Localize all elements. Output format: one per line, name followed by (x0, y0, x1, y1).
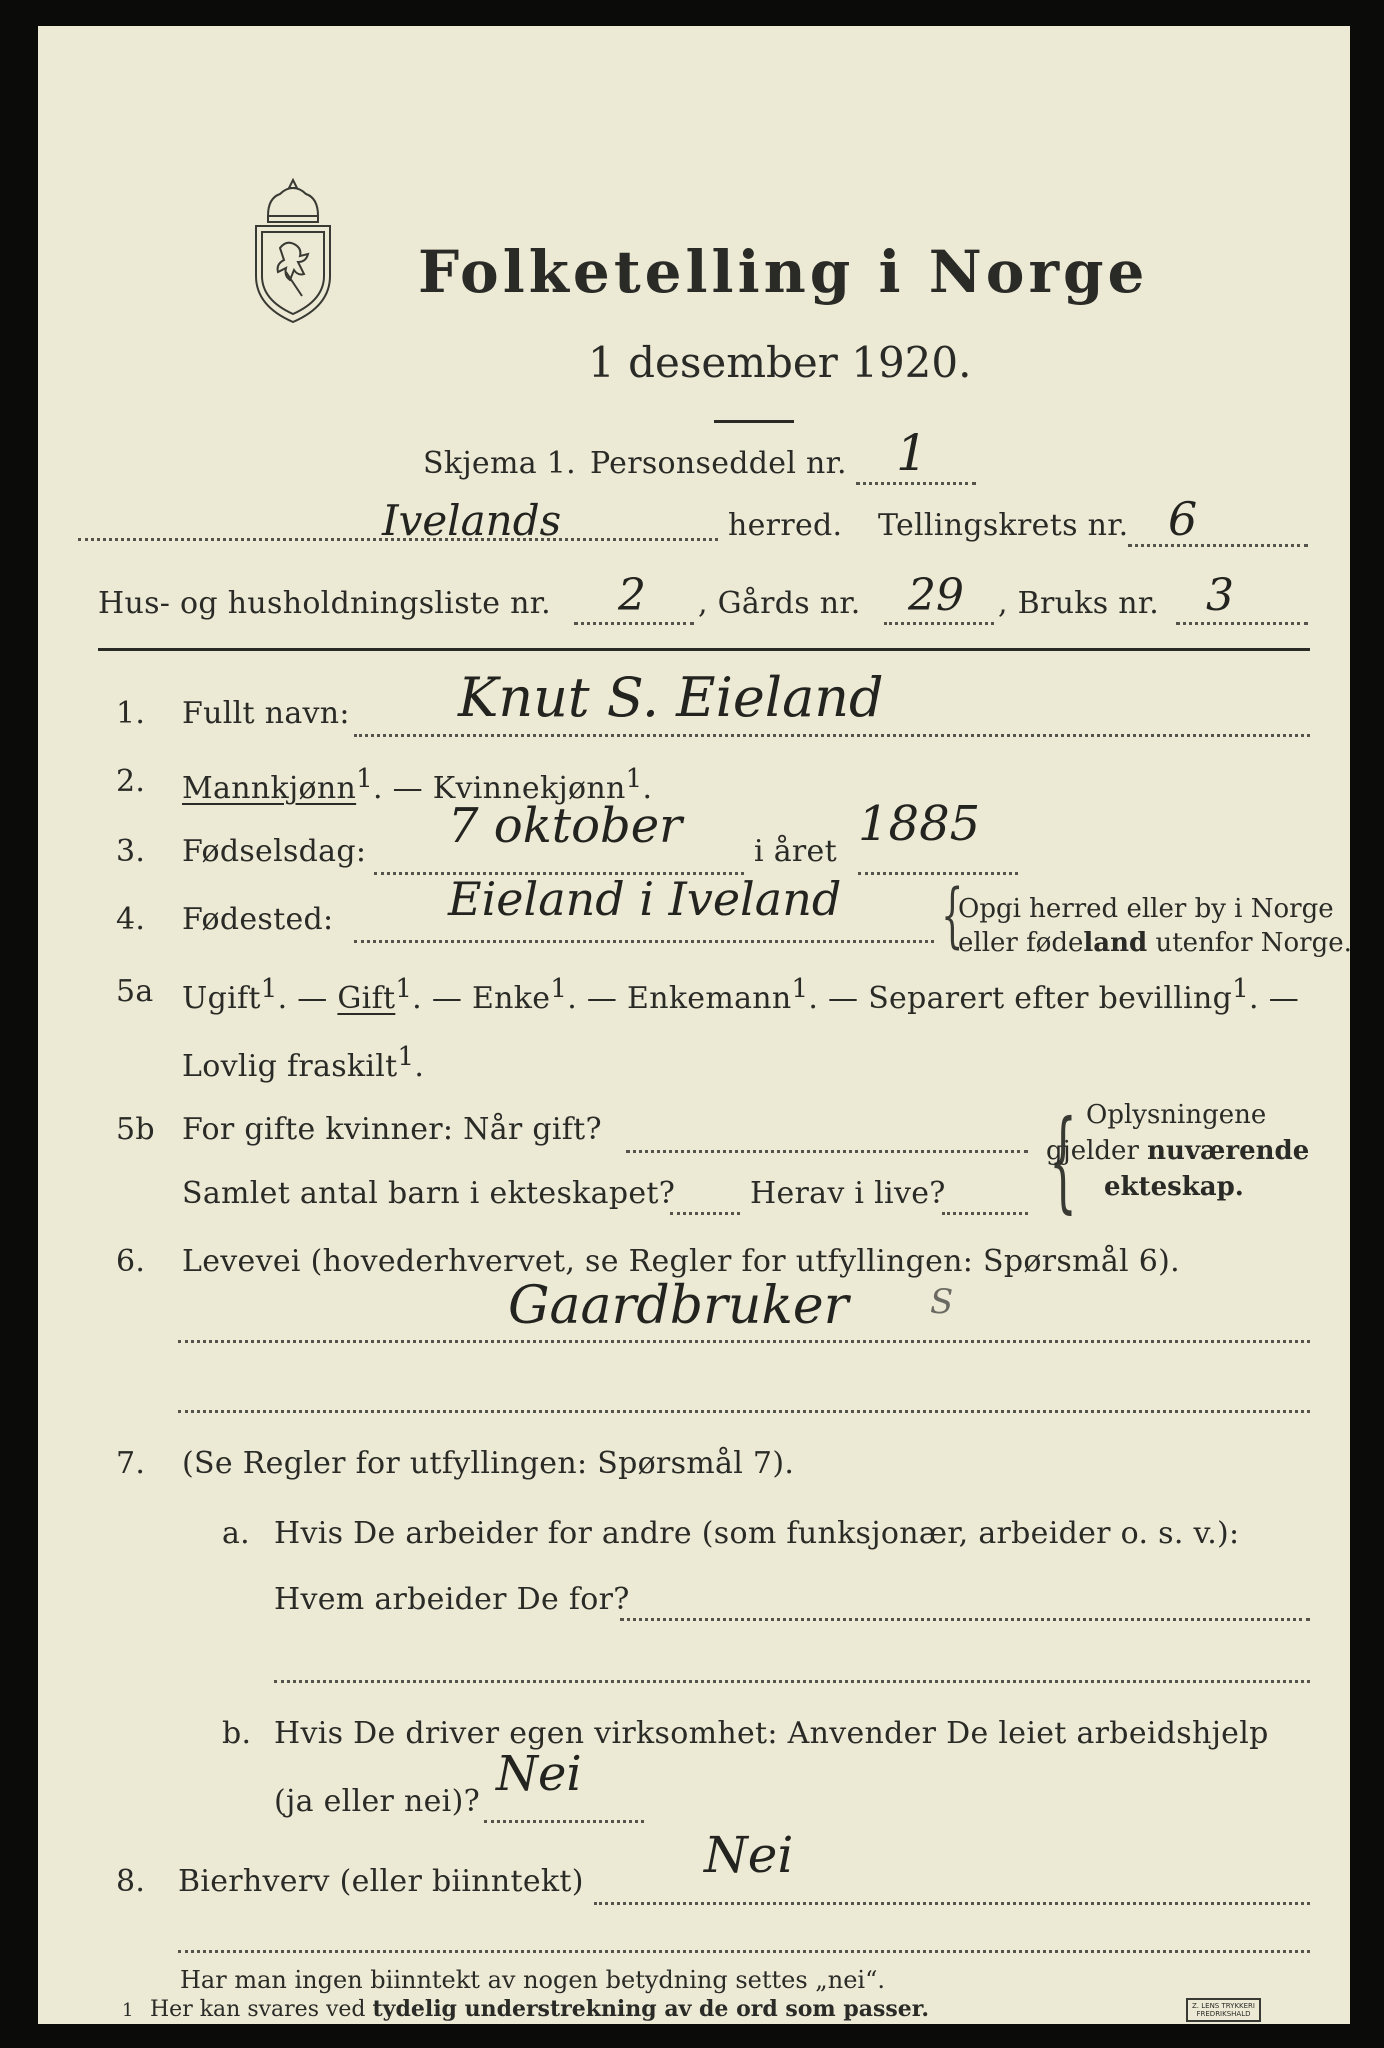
q7-label: (Se Regler for utfyllingen: Spørsmål 7). (182, 1446, 795, 1481)
q1-number: 1. (116, 696, 146, 731)
q7b-label: Hvis De driver egen virksomhet: Anvender De leiet arbeidshjelp (274, 1716, 1269, 1751)
q7a-sub-label: Hvem arbeider De for? (274, 1582, 630, 1617)
q6-line-1 (178, 1340, 1310, 1343)
q5a-enkemann: Enkemann (627, 981, 792, 1016)
q5b-number: 5b (116, 1112, 155, 1147)
q2-options: Mannkjønn$^1$. — Kvinnekjønn$^1$. (182, 764, 653, 806)
footer-note: Har man ingen biinntekt av nogen betydning settes „nei“. (180, 1966, 885, 1994)
q5b-note-3: ekteskap. (1104, 1172, 1244, 1202)
census-form (38, 26, 1350, 2024)
q3-year-value: 1885 (858, 796, 981, 852)
bruks-line (1176, 622, 1308, 625)
form-title: Folketelling i Norge (418, 238, 1149, 306)
q2-female: Kvinnekjønn (432, 771, 626, 806)
q6-mark: S (930, 1282, 954, 1322)
gards-label: , Gårds nr. (698, 586, 861, 621)
bruks-value: 3 (1206, 570, 1234, 621)
husliste-line (574, 622, 694, 625)
herred-label: herred. (728, 508, 843, 543)
q7b-sub-label: (ja eller nei)? (274, 1784, 480, 1819)
q1-label: Fullt navn: (182, 696, 350, 731)
q5b-label-3: Herav i live? (750, 1176, 946, 1211)
footnote-text: Her kan svares ved tydelig understrekning av de ord som passer. (150, 1996, 930, 2022)
q6-value: Gaardbruker (508, 1276, 849, 1336)
personseddel-line (856, 482, 976, 485)
q4-value: Eieland i Iveland (448, 872, 842, 926)
q5b-note-1: Oplysningene (1086, 1100, 1267, 1130)
q6-label: Levevei (hovederhvervet, se Regler for utfyllingen: Spørsmål 6). (182, 1244, 1180, 1279)
q5b-note-2: gjelder nuværende (1046, 1136, 1310, 1166)
husliste-value: 2 (618, 570, 646, 621)
title-divider (714, 420, 794, 423)
q5a-enke: Enke (471, 981, 551, 1016)
q4-label: Fødested: (182, 902, 334, 937)
q5a-separert: Separert efter bevilling (868, 981, 1233, 1016)
q5b-line-2 (670, 1212, 740, 1215)
q3-year-line (858, 872, 1018, 875)
tellingskrets-line (1128, 544, 1308, 547)
form-date: 1 desember 1920. (588, 338, 972, 387)
personseddel-label: Personseddel nr. (590, 446, 847, 481)
q7b-value: Nei (496, 1746, 582, 1802)
q1-line (354, 734, 1310, 737)
header-rule (98, 648, 1310, 651)
q3-value: 7 oktober (448, 798, 683, 854)
q5b-line-1 (626, 1150, 1028, 1153)
q8-line (594, 1902, 1310, 1905)
gards-line (884, 622, 994, 625)
q4-note-1: Opgi herred eller by i Norge (958, 894, 1334, 924)
gards-value: 29 (908, 570, 964, 621)
norway-coat-of-arms-icon (246, 176, 341, 326)
q2-male: Mannkjønn (182, 771, 357, 806)
q7b-line (484, 1820, 644, 1823)
q7b-number: b. (222, 1716, 252, 1751)
q1-value: Knut S. Eieland (458, 666, 884, 729)
q5b-line-3 (942, 1212, 1028, 1215)
q7a-line-2 (274, 1680, 1310, 1683)
q5b-label-1: For gifte kvinner: Når gift? (182, 1112, 602, 1147)
q3-year-label: i året (754, 834, 837, 869)
q6-line-2 (178, 1410, 1310, 1413)
q4-brace: { (941, 874, 964, 956)
q3-number: 3. (116, 834, 146, 869)
q2-number: 2. (116, 764, 146, 799)
q8-value: Nei (704, 1826, 794, 1884)
q8-number: 8. (116, 1864, 146, 1899)
q8-label: Bierhverv (eller biinntekt) (178, 1864, 584, 1899)
personseddel-value: 1 (896, 424, 928, 482)
tellingskrets-value: 6 (1168, 492, 1198, 546)
q5a-ugift: Ugift (182, 981, 261, 1016)
herred-value: Ivelands (382, 496, 562, 545)
q7a-number: a. (222, 1516, 251, 1551)
q7a-line-1 (620, 1618, 1310, 1621)
q8-line-2 (178, 1950, 1310, 1953)
bruks-label: , Bruks nr. (998, 586, 1160, 621)
q4-number: 4. (116, 902, 146, 937)
q3-label: Fødselsdag: (182, 834, 367, 869)
q5a-number: 5a (116, 974, 154, 1009)
q5b-brace: { (1049, 1096, 1077, 1224)
tellingskrets-label: Tellingskrets nr. (878, 508, 1129, 543)
q5b-label-2: Samlet antal barn i ekteskapet? (182, 1176, 676, 1211)
q7-number: 7. (116, 1446, 146, 1481)
printer-stamp: Z. LENS TRYKKERI FREDRIKSHALD (1186, 1998, 1261, 2022)
q4-line (354, 940, 934, 943)
q5a-lovlig: Lovlig fraskilt$^1$. (182, 1042, 425, 1084)
q5a-gift: Gift (337, 981, 396, 1016)
q5a-options: Ugift$^1$. — Gift$^1$. — Enke$^1$. — Enkemann$^1$. — Separert efter bevilling$^1$. — (182, 974, 1299, 1016)
skjema-label: Skjema 1. (423, 446, 576, 481)
footnote-number: 1 (122, 2000, 134, 2021)
q7a-label: Hvis De arbeider for andre (som funksjonær, arbeider o. s. v.): (274, 1516, 1240, 1551)
husliste-label: Hus- og husholdningsliste nr. (98, 586, 551, 621)
q4-note-2: eller fødeland utenfor Norge. (958, 928, 1352, 958)
q6-number: 6. (116, 1244, 146, 1279)
